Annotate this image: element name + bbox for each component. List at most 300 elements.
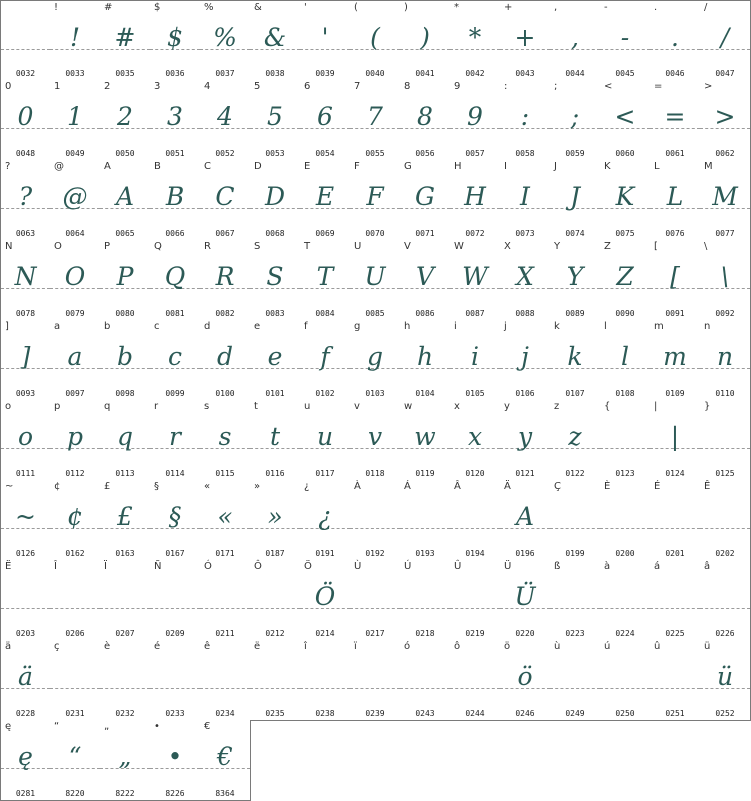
- glyph-sample: n: [716, 342, 734, 371]
- glyph-sample: /: [720, 23, 730, 52]
- cell-code: 0238: [315, 709, 335, 718]
- glyph-cell[interactable]: [100, 480, 151, 561]
- glyph-cell[interactable]: [200, 160, 251, 241]
- glyph-cell[interactable]: [450, 0, 501, 81]
- glyph-cell[interactable]: [600, 640, 651, 721]
- cell-code: 0125: [715, 469, 735, 478]
- cell-char-label: r: [154, 401, 159, 412]
- glyph-cell[interactable]: [450, 80, 501, 161]
- glyph-cell[interactable]: [350, 160, 401, 241]
- cell-char-label: I: [504, 161, 507, 172]
- cell-char-label: ,: [554, 2, 558, 13]
- cell-code: 0203: [15, 629, 36, 638]
- cell-char-label: W: [454, 241, 464, 252]
- baseline-guide: [50, 608, 100, 609]
- cell-code: 0214: [315, 629, 335, 638]
- glyph-cell[interactable]: [200, 560, 251, 641]
- glyph-cell[interactable]: [300, 320, 351, 401]
- cell-code: 0123: [615, 469, 635, 478]
- glyph-cell[interactable]: [700, 0, 751, 81]
- cell-char-label: T: [304, 241, 311, 252]
- cell-char-label: ': [304, 2, 307, 13]
- cell-char-label: :: [504, 81, 508, 92]
- glyph-cell[interactable]: [100, 320, 151, 401]
- cell-code: 0049: [65, 149, 85, 158]
- glyph-cell[interactable]: [400, 80, 451, 161]
- cell-char-label: È: [604, 481, 611, 492]
- glyph-cell[interactable]: [300, 560, 351, 641]
- glyph-cell[interactable]: [500, 640, 551, 721]
- glyph-cell[interactable]: [200, 400, 251, 481]
- baseline-guide: [600, 528, 650, 529]
- glyph-cell[interactable]: [50, 640, 101, 721]
- glyph-cell[interactable]: [300, 640, 351, 721]
- glyph-cell[interactable]: [0, 560, 51, 641]
- glyph-cell[interactable]: [600, 80, 651, 161]
- glyph-cell[interactable]: [50, 160, 101, 241]
- cell-char-label: á: [654, 561, 661, 572]
- glyph-sample: ü: [716, 662, 734, 691]
- glyph-cell[interactable]: [500, 480, 551, 561]
- glyph-cell[interactable]: [300, 160, 351, 241]
- glyph-cell[interactable]: [200, 640, 251, 721]
- glyph-cell[interactable]: [650, 480, 701, 561]
- cell-code: 0080: [115, 309, 135, 318]
- glyph-cell[interactable]: [50, 400, 101, 481]
- glyph-cell[interactable]: [50, 320, 101, 401]
- glyph-cell[interactable]: [150, 320, 201, 401]
- cell-code: 0068: [265, 229, 285, 238]
- glyph-cell[interactable]: [350, 400, 401, 481]
- cell-char-label: -: [604, 2, 608, 13]
- glyph-cell[interactable]: [550, 240, 601, 321]
- glyph-sample: w: [414, 422, 436, 451]
- glyph-cell[interactable]: [500, 0, 551, 81]
- cell-char-label: F: [354, 161, 360, 172]
- glyph-cell[interactable]: [100, 640, 151, 721]
- glyph-cell[interactable]: [250, 400, 301, 481]
- glyph-cell[interactable]: [200, 480, 251, 561]
- glyph-cell[interactable]: [300, 0, 351, 81]
- glyph-cell[interactable]: [600, 240, 651, 321]
- glyph-sample: P: [116, 262, 134, 291]
- glyph-cell[interactable]: [600, 480, 651, 561]
- baseline-guide: [600, 608, 650, 609]
- cell-char-label: \: [704, 241, 708, 252]
- cell-code: 0250: [615, 709, 635, 718]
- cell-code: 0202: [715, 549, 735, 558]
- glyph-cell[interactable]: [350, 240, 401, 321]
- glyph-cell[interactable]: [400, 320, 451, 401]
- cell-code: 0112: [65, 469, 85, 478]
- glyph-cell[interactable]: [550, 400, 601, 481]
- glyph-cell[interactable]: [250, 0, 301, 81]
- cell-code: 8364: [215, 789, 235, 798]
- glyph-cell[interactable]: [150, 560, 201, 641]
- glyph-sample: %: [213, 23, 237, 52]
- cell-char-label: f: [304, 321, 308, 332]
- glyph-sample: K: [615, 182, 635, 211]
- cell-code: 0042: [465, 69, 485, 78]
- glyph-cell[interactable]: [650, 240, 701, 321]
- glyph-cell[interactable]: [100, 0, 151, 81]
- cell-code: 0171: [215, 549, 235, 558]
- glyph-cell[interactable]: [450, 160, 501, 241]
- glyph-cell[interactable]: [50, 720, 101, 801]
- glyph-cell[interactable]: [600, 560, 651, 641]
- glyph-cell[interactable]: [0, 400, 51, 481]
- glyph-cell[interactable]: [250, 80, 301, 161]
- glyph-cell[interactable]: [700, 240, 751, 321]
- cell-char-label: G: [404, 161, 412, 172]
- glyph-cell[interactable]: [500, 160, 551, 241]
- glyph-cell[interactable]: [150, 160, 201, 241]
- cell-char-label: ô: [454, 641, 461, 652]
- baseline-guide: [550, 528, 600, 529]
- cell-code: 0196: [515, 549, 535, 558]
- glyph-sample: o: [17, 422, 34, 451]
- glyph-cell[interactable]: [150, 640, 201, 721]
- glyph-cell[interactable]: [550, 480, 601, 561]
- cell-char-label: &: [254, 2, 262, 13]
- glyph-cell[interactable]: [0, 0, 51, 81]
- glyph-cell[interactable]: [400, 160, 451, 241]
- glyph-cell[interactable]: [50, 480, 101, 561]
- glyph-cell[interactable]: [0, 160, 51, 241]
- cell-code: 0036: [165, 69, 185, 78]
- glyph-cell[interactable]: [300, 480, 351, 561]
- glyph-cell[interactable]: [550, 560, 601, 641]
- glyph-cell[interactable]: [100, 240, 151, 321]
- glyph-cell[interactable]: [50, 560, 101, 641]
- cell-code: 0232: [115, 709, 135, 718]
- baseline-guide: [350, 688, 400, 689]
- glyph-sample: -: [620, 23, 630, 52]
- cell-code: 0076: [665, 229, 685, 238]
- glyph-cell[interactable]: [100, 560, 151, 641]
- glyph-sample: ]: [20, 342, 31, 371]
- glyph-cell[interactable]: [450, 240, 501, 321]
- glyph-cell[interactable]: [0, 80, 51, 161]
- glyph-cell[interactable]: [50, 0, 101, 81]
- glyph-cell[interactable]: [200, 720, 251, 801]
- glyph-cell[interactable]: [0, 720, 51, 801]
- glyph-cell[interactable]: [700, 80, 751, 161]
- glyph-cell[interactable]: [150, 80, 201, 161]
- cell-char-label: é: [154, 641, 161, 652]
- cell-char-label: !: [54, 2, 59, 13]
- cell-char-label: V: [404, 241, 411, 252]
- cell-code: 0070: [365, 229, 385, 238]
- cell-code: 0035: [115, 69, 135, 78]
- glyph-sample: &: [263, 23, 287, 52]
- glyph-cell[interactable]: [150, 400, 201, 481]
- glyph-sample: Q: [164, 262, 186, 291]
- baseline-guide: [700, 528, 750, 529]
- glyph-sample: j: [521, 342, 529, 371]
- glyph-cell[interactable]: [200, 80, 251, 161]
- glyph-sample: !: [69, 23, 81, 52]
- glyph-cell[interactable]: [0, 320, 51, 401]
- glyph-cell[interactable]: [350, 320, 401, 401]
- glyph-cell[interactable]: [500, 240, 551, 321]
- baseline-guide: [700, 608, 750, 609]
- glyph-cell[interactable]: [100, 400, 151, 481]
- glyph-sample: «: [217, 502, 233, 531]
- cell-char-label: Î: [54, 561, 57, 572]
- cell-char-label: }: [704, 401, 711, 412]
- glyph-cell[interactable]: [450, 560, 501, 641]
- baseline-guide: [200, 608, 250, 609]
- glyph-cell[interactable]: [700, 400, 751, 481]
- cell-char-label: @: [54, 161, 64, 172]
- cell-code: 0103: [365, 389, 385, 398]
- baseline-guide: [600, 448, 650, 449]
- glyph-cell[interactable]: [350, 80, 401, 161]
- cell-char-label: «: [204, 481, 211, 492]
- glyph-cell[interactable]: [500, 320, 551, 401]
- glyph-cell[interactable]: [550, 80, 601, 161]
- glyph-sample: g: [366, 342, 383, 371]
- cell-code: 0033: [65, 69, 85, 78]
- glyph-cell[interactable]: [450, 400, 501, 481]
- glyph-sample: >: [714, 102, 736, 131]
- cell-code: 0048: [15, 149, 36, 158]
- glyph-cell[interactable]: [200, 240, 251, 321]
- cell-char-label: „: [104, 721, 110, 732]
- glyph-sample: h: [416, 342, 434, 371]
- glyph-sample: V: [415, 262, 435, 291]
- glyph-cell[interactable]: [350, 480, 401, 561]
- cell-char-label: ü: [704, 641, 711, 652]
- baseline-guide: [150, 608, 200, 609]
- cell-char-label: D: [254, 161, 262, 172]
- glyph-cell[interactable]: [150, 0, 201, 81]
- glyph-sample: =: [664, 102, 686, 131]
- glyph-cell[interactable]: [200, 0, 251, 81]
- glyph-cell[interactable]: [350, 0, 401, 81]
- glyph-sample: ä: [18, 662, 33, 691]
- cell-code: 0117: [315, 469, 335, 478]
- glyph-cell[interactable]: [100, 80, 151, 161]
- glyph-cell[interactable]: [700, 640, 751, 721]
- cell-char-label: 2: [104, 81, 111, 92]
- cell-code: 0104: [415, 389, 435, 398]
- glyph-cell[interactable]: [650, 400, 701, 481]
- glyph-sample: b: [116, 342, 133, 371]
- glyph-cell[interactable]: [550, 320, 601, 401]
- glyph-cell[interactable]: [250, 160, 301, 241]
- glyph-cell[interactable]: [100, 160, 151, 241]
- cell-code: 0243: [415, 709, 435, 718]
- glyph-sample: O: [64, 262, 86, 291]
- glyph-sample: l: [621, 342, 629, 371]
- cell-code: 0220: [515, 629, 535, 638]
- cell-char-label: 8: [404, 81, 411, 92]
- cell-char-label: w: [404, 401, 413, 412]
- cell-char-label: Ñ: [154, 561, 162, 572]
- glyph-cell[interactable]: [500, 400, 551, 481]
- glyph-sample: x: [467, 422, 483, 451]
- glyph-cell[interactable]: [400, 640, 451, 721]
- glyph-cell[interactable]: [650, 640, 701, 721]
- glyph-cell[interactable]: [300, 240, 351, 321]
- glyph-cell[interactable]: [300, 400, 351, 481]
- cell-char-label: 3: [154, 81, 161, 92]
- glyph-cell[interactable]: [500, 560, 551, 641]
- cell-char-label: »: [254, 481, 261, 492]
- cell-code: 0121: [515, 469, 535, 478]
- cell-code: 0120: [465, 469, 485, 478]
- glyph-cell[interactable]: [0, 640, 51, 721]
- cell-char-label: è: [104, 641, 111, 652]
- glyph-cell[interactable]: [550, 160, 601, 241]
- glyph-sample: q: [116, 422, 133, 451]
- cell-code: 0191: [315, 549, 335, 558]
- glyph-cell[interactable]: [600, 400, 651, 481]
- cell-code: 0116: [265, 469, 285, 478]
- cell-char-label: Q: [154, 241, 162, 252]
- cell-code: 0281: [15, 789, 36, 798]
- cell-code: 0064: [65, 229, 85, 238]
- cell-code: 0119: [415, 469, 435, 478]
- cell-char-label: É: [654, 481, 661, 492]
- cell-char-label: ë: [254, 641, 261, 652]
- glyph-cell[interactable]: [550, 640, 601, 721]
- glyph-sample: 4: [217, 102, 233, 131]
- glyph-cell[interactable]: [0, 240, 51, 321]
- glyph-cell[interactable]: [400, 0, 451, 81]
- glyph-sample: X: [516, 262, 534, 291]
- baseline-guide: [100, 688, 150, 689]
- glyph-sample: S: [266, 262, 284, 291]
- cell-code: 0099: [165, 389, 185, 398]
- glyph-sample: •: [167, 742, 183, 771]
- glyph-cell[interactable]: [450, 320, 501, 401]
- glyph-cell[interactable]: [450, 480, 501, 561]
- glyph-cell[interactable]: [700, 160, 751, 241]
- glyph-cell[interactable]: [250, 560, 301, 641]
- glyph-cell[interactable]: [650, 160, 701, 241]
- glyph-cell[interactable]: [700, 320, 751, 401]
- glyph-sample: d: [216, 342, 233, 371]
- glyph-cell[interactable]: [400, 480, 451, 561]
- glyph-cell[interactable]: [250, 480, 301, 561]
- cell-char-label: Ê: [704, 481, 711, 492]
- glyph-cell[interactable]: [400, 400, 451, 481]
- glyph-cell[interactable]: [700, 480, 751, 561]
- glyph-cell[interactable]: [250, 320, 301, 401]
- glyph-cell[interactable]: [300, 80, 351, 161]
- cell-char-label: Z: [604, 241, 611, 252]
- glyph-cell[interactable]: [600, 320, 651, 401]
- cell-char-label: d: [204, 321, 211, 332]
- glyph-cell[interactable]: [650, 80, 701, 161]
- glyph-sample: ,: [571, 23, 579, 52]
- cell-code: 0065: [115, 229, 135, 238]
- glyph-sample: #: [114, 23, 136, 52]
- glyph-cell[interactable]: [350, 560, 401, 641]
- cell-code: 0039: [315, 69, 335, 78]
- glyph-cell[interactable]: [450, 640, 501, 721]
- cell-code: 0044: [565, 69, 585, 78]
- cell-char-label: Ï: [104, 561, 107, 572]
- glyph-sample: Z: [616, 262, 634, 291]
- glyph-cell[interactable]: [500, 80, 551, 161]
- cell-code: 0239: [365, 709, 385, 718]
- glyph-sample: ö: [517, 662, 533, 691]
- glyph-cell[interactable]: [200, 320, 251, 401]
- glyph-cell[interactable]: [100, 720, 151, 801]
- cell-code: 0106: [515, 389, 535, 398]
- cell-code: 0047: [715, 69, 735, 78]
- cell-char-label: |: [654, 401, 658, 412]
- cell-code: 0109: [665, 389, 685, 398]
- cell-char-label: %: [204, 2, 214, 13]
- cell-code: 0045: [615, 69, 635, 78]
- cell-code: 0122: [565, 469, 585, 478]
- glyph-cell[interactable]: [350, 640, 401, 721]
- cell-char-label: 5: [254, 81, 261, 92]
- cell-char-label: t: [254, 401, 258, 412]
- cell-char-label: <: [604, 81, 613, 92]
- glyph-cell[interactable]: [650, 0, 701, 81]
- glyph-cell[interactable]: [250, 640, 301, 721]
- glyph-cell[interactable]: [650, 320, 701, 401]
- cell-char-label: o: [5, 401, 12, 412]
- cell-code: 0219: [465, 629, 485, 638]
- glyph-sample: 5: [267, 102, 283, 131]
- glyph-cell[interactable]: [650, 560, 701, 641]
- cell-code: 0226: [715, 629, 735, 638]
- cell-code: 0046: [665, 69, 685, 78]
- cell-char-label: 1: [54, 81, 61, 92]
- cell-char-label: l: [604, 321, 607, 332]
- baseline-guide: [450, 528, 500, 529]
- cell-char-label: p: [54, 401, 61, 412]
- cell-code: 0085: [365, 309, 385, 318]
- glyph-cell[interactable]: [150, 480, 201, 561]
- glyph-cell[interactable]: [250, 240, 301, 321]
- cell-char-label: R: [204, 241, 211, 252]
- cell-char-label: g: [354, 321, 361, 332]
- cell-code: 0087: [465, 309, 485, 318]
- glyph-cell[interactable]: [550, 0, 601, 81]
- glyph-sample: ?: [18, 182, 33, 211]
- glyph-cell[interactable]: [600, 160, 651, 241]
- cell-code: 0090: [615, 309, 635, 318]
- glyph-cell[interactable]: [700, 560, 751, 641]
- cell-code: 0218: [415, 629, 435, 638]
- glyph-cell[interactable]: [50, 240, 101, 321]
- glyph-cell[interactable]: [50, 80, 101, 161]
- glyph-cell[interactable]: [150, 240, 201, 321]
- glyph-sample: €: [217, 742, 233, 771]
- glyph-cell[interactable]: [600, 0, 651, 81]
- glyph-cell[interactable]: [400, 240, 451, 321]
- glyph-sample: D: [264, 182, 286, 211]
- cell-code: 0228: [15, 709, 36, 718]
- cell-char-label: ú: [604, 641, 611, 652]
- cell-char-label: j: [504, 321, 507, 332]
- glyph-sample: 1: [67, 102, 83, 131]
- cell-char-label: C: [204, 161, 211, 172]
- glyph-cell[interactable]: [400, 560, 451, 641]
- glyph-cell[interactable]: [150, 720, 201, 801]
- glyph-sample: Ü: [514, 582, 536, 611]
- cell-code: 0059: [565, 149, 585, 158]
- glyph-cell[interactable]: [0, 480, 51, 561]
